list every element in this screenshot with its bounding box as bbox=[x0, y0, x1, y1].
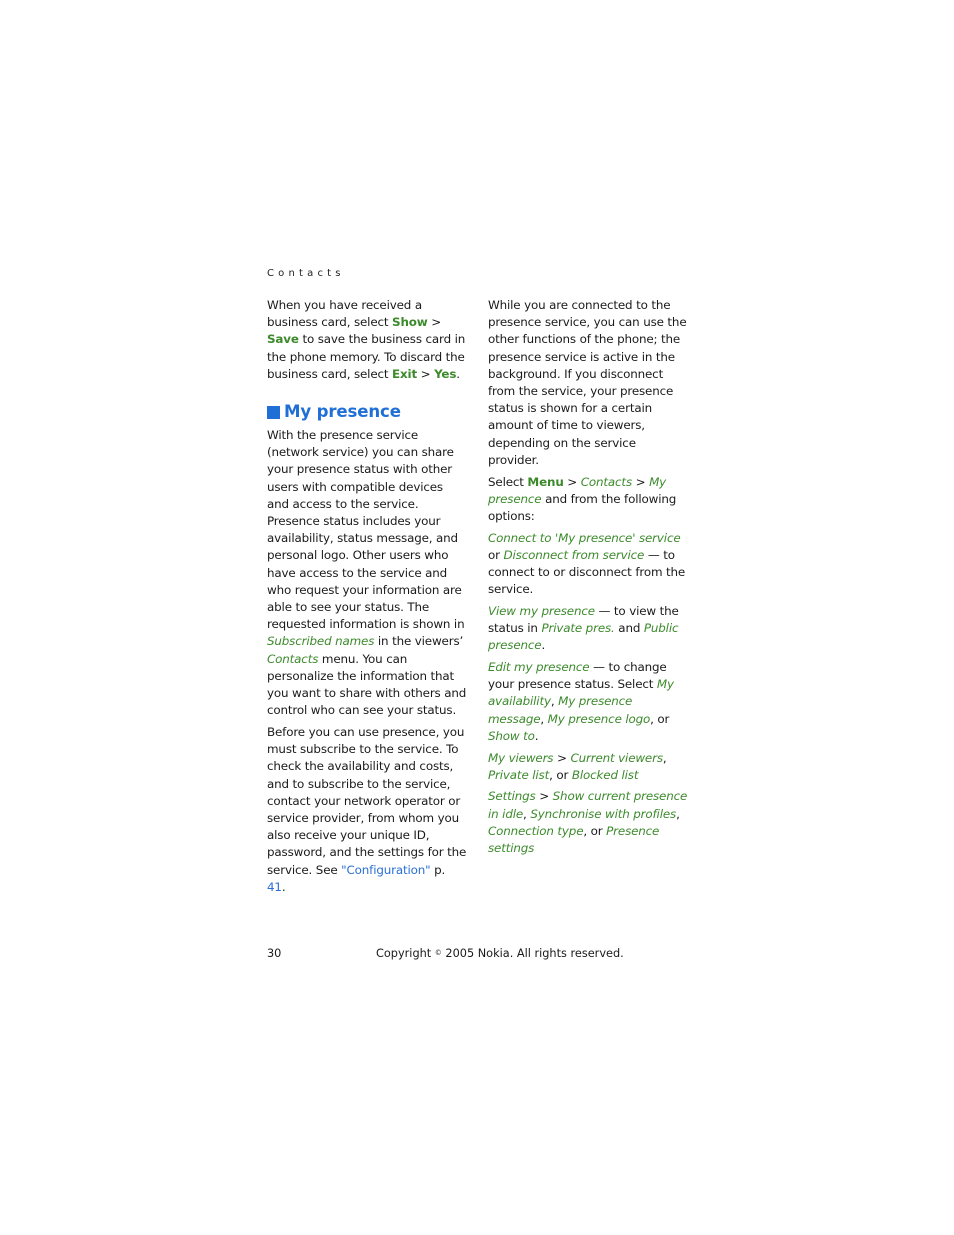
section-header: Contacts bbox=[267, 268, 345, 279]
page-number: 30 bbox=[267, 947, 282, 960]
left-column bbox=[267, 297, 467, 901]
select-menu-paragraph: Select Menu > Contacts > My presence and from the following options: bbox=[488, 474, 677, 523]
yes-command: Yes bbox=[434, 366, 457, 381]
copyright-notice: Copyright © 2005 Nokia. All rights reserved. bbox=[376, 947, 624, 960]
show-command: Show bbox=[392, 315, 428, 330]
page-41-link[interactable]: 41 bbox=[267, 879, 282, 894]
option-connect: Connect to 'My presence' service or Disconnect from service — to connect to or disconnect from the service. bbox=[488, 530, 686, 597]
heading-text: My presence bbox=[284, 402, 401, 422]
section-heading bbox=[267, 402, 467, 422]
option-settings: Settings > Show current presence in idle, Synchronise with profiles, Connection type, or Presence settings bbox=[488, 789, 688, 856]
contacts-option: Contacts bbox=[580, 474, 632, 489]
my-presence-option: My presence bbox=[488, 474, 667, 506]
option-viewers: My viewers > Current viewers, Private list, or Blocked list bbox=[488, 750, 667, 782]
exit-command: Exit bbox=[392, 366, 417, 381]
configuration-link[interactable]: "Configuration" bbox=[341, 862, 431, 877]
contacts-term: Contacts bbox=[267, 651, 319, 666]
copyright-symbol: © bbox=[434, 949, 442, 957]
save-command: Save bbox=[267, 332, 299, 347]
option-view: View my presence — to view the status in Private pres. and Public presence. bbox=[488, 603, 679, 653]
option-edit: Edit my presence — to change your presence status. Select My availability, My presence message, My presence logo, or Show to. bbox=[488, 660, 674, 743]
square-bullet-icon bbox=[267, 406, 280, 419]
connected-paragraph: While you are connected to the presence service, you can use the other functions of the phone; the presence service is active in the background. If you disconnect from the service, your presence status is shown for a certain amount of time to viewers, depending on the service provider. bbox=[488, 298, 687, 467]
right-column bbox=[488, 297, 688, 862]
menu-command: Menu bbox=[527, 474, 564, 489]
subscribed-names-term: Subscribed names bbox=[267, 634, 375, 649]
subscription-paragraph: Before you can use presence, you must subscribe to the service. To check the availability and costs, and to subscribe to the service, contact your network operator or service provider, from whom you also receive your unique ID, password, and the settings for the service. See "Configuration" p. 41. bbox=[267, 724, 467, 894]
presence-intro-paragraph: With the presence service (network service) you can share your presence status with other users with compatible devices and access to the service. Presence status includes your availability, status message, and personal logo. Other users who have access to the service and who request your information are able to see your status. The requested information is shown in Subscribed names in the viewers’ Contacts menu. You can personalize the information that you want to share with others and control who can see your status. bbox=[267, 428, 467, 718]
business-card-paragraph: When you have received a business card, select Show > Save to save the business card in the phone memory. To discard the business card, select Exit > Yes. bbox=[267, 298, 466, 381]
